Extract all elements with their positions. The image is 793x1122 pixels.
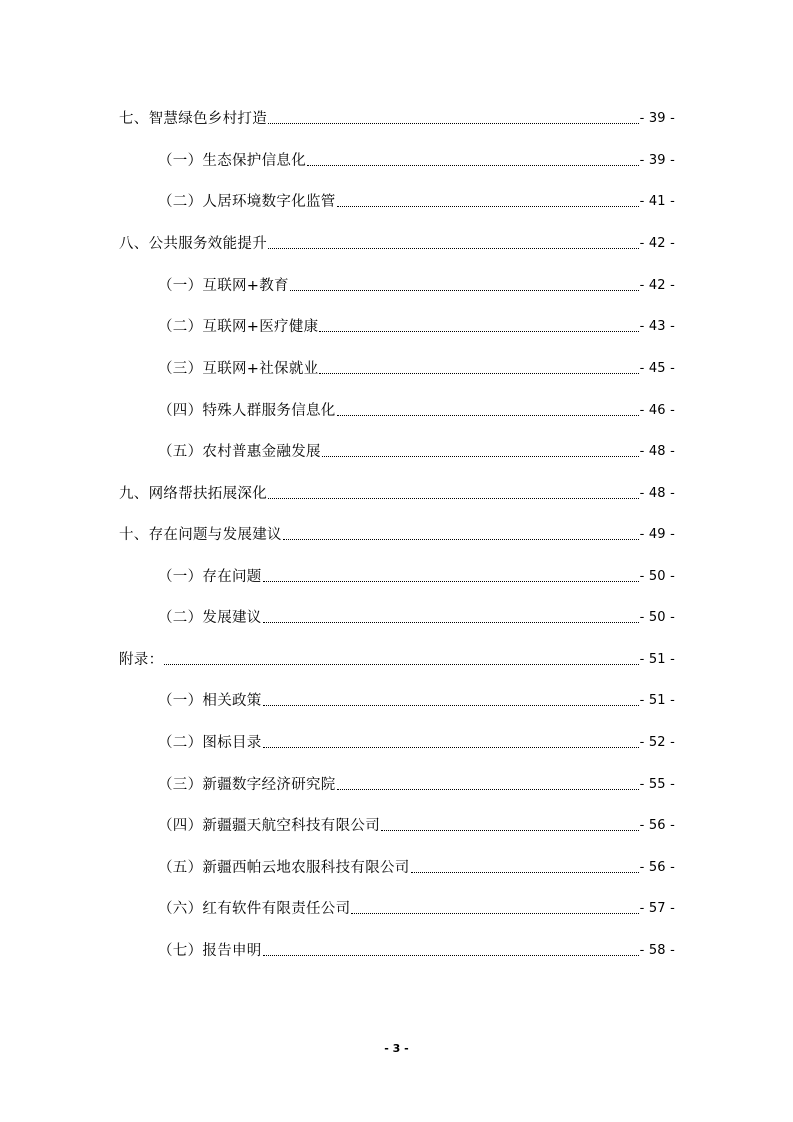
toc-entry[interactable]	[119, 647, 675, 669]
toc-entry[interactable]	[158, 356, 675, 378]
toc-entry-title: 七、智慧绿色乡村打造	[119, 111, 267, 127]
toc-entry[interactable]	[119, 481, 675, 503]
toc-dot-leader	[263, 622, 639, 623]
toc-entry[interactable]	[158, 938, 675, 960]
toc-dot-leader	[307, 165, 639, 166]
toc-entry-title: （一）互联网+教育	[158, 278, 289, 294]
toc-entry-page: - 57 -	[639, 901, 675, 916]
toc-entry[interactable]	[158, 772, 675, 794]
toc-dot-leader	[319, 373, 638, 374]
toc-entry-title: 九、网络帮扶拓展深化	[119, 486, 267, 502]
toc-entry[interactable]	[158, 189, 675, 211]
toc-entry-title: （五）农村普惠金融发展	[158, 444, 321, 460]
toc-entry-page: - 52 -	[639, 735, 675, 750]
toc-entry-title: （六）红有软件有限责任公司	[158, 901, 351, 917]
toc-entry[interactable]	[119, 522, 675, 544]
toc-entry-title: （二）图标目录	[158, 735, 262, 751]
toc-entry-page: - 49 -	[639, 527, 675, 542]
toc-dot-leader	[263, 705, 639, 706]
toc-entry-page: - 45 -	[639, 361, 675, 376]
toc-entry-page: - 56 -	[639, 860, 675, 875]
toc-entry[interactable]	[158, 439, 675, 461]
toc-entry[interactable]	[158, 688, 675, 710]
page-number: - 3 -	[384, 1042, 409, 1055]
toc-entry[interactable]	[158, 855, 675, 877]
toc-dot-leader	[319, 331, 638, 332]
toc-dot-leader	[268, 123, 639, 124]
toc-entry-page: - 46 -	[639, 403, 675, 418]
toc-entry-title: 八、公共服务效能提升	[119, 236, 267, 252]
toc-dot-leader	[268, 248, 639, 249]
toc-entry-title: 十、存在问题与发展建议	[119, 527, 282, 543]
toc-dot-leader	[337, 415, 639, 416]
toc-entry-page: - 56 -	[639, 818, 675, 833]
toc-entry-page: - 39 -	[639, 111, 675, 126]
toc-dot-leader	[290, 290, 639, 291]
toc-entry-page: - 55 -	[639, 777, 675, 792]
toc-entry-page: - 43 -	[639, 319, 675, 334]
toc-dot-leader	[381, 830, 639, 831]
toc-dot-leader	[263, 955, 639, 956]
toc-entry-title: （一）存在问题	[158, 569, 262, 585]
toc-entry-page: - 50 -	[639, 610, 675, 625]
toc-entry-page: - 48 -	[639, 486, 675, 501]
toc-entry[interactable]	[158, 273, 675, 295]
toc-entry-title: （三）互联网+社保就业	[158, 361, 319, 377]
toc-entry[interactable]	[119, 231, 675, 253]
toc-entry[interactable]	[158, 398, 675, 420]
toc-dot-leader	[268, 498, 639, 499]
toc-entry-page: - 50 -	[639, 569, 675, 584]
toc-entry-title: （四）特殊人群服务信息化	[158, 403, 336, 419]
toc-entry-title: （二）发展建议	[158, 610, 262, 626]
toc-dot-leader	[164, 664, 638, 665]
toc-entry[interactable]	[158, 564, 675, 586]
toc-entry-page: - 48 -	[639, 444, 675, 459]
toc-entry[interactable]	[158, 730, 675, 752]
toc-entry-title: （一）相关政策	[158, 693, 262, 709]
toc-entry-title: （五）新疆西帕云地农服科技有限公司	[158, 860, 410, 876]
toc-dot-leader	[322, 456, 639, 457]
toc-entry-title: （四）新疆疆天航空科技有限公司	[158, 818, 380, 834]
toc-dot-leader	[411, 872, 639, 873]
toc-entry-page: - 42 -	[639, 278, 675, 293]
toc-dot-leader	[337, 206, 639, 207]
toc-entry-title: 附录：	[119, 652, 164, 668]
toc-entry-page: - 41 -	[639, 194, 675, 209]
toc-dot-leader	[263, 747, 639, 748]
toc-entry-page: - 42 -	[639, 236, 675, 251]
toc-entry-title: （三）新疆数字经济研究院	[158, 777, 336, 793]
toc-entry[interactable]	[158, 148, 675, 170]
toc-entry[interactable]	[158, 896, 675, 918]
toc-entry-title: （一）生态保护信息化	[158, 153, 306, 169]
toc-entry-title: （二）互联网+医疗健康	[158, 319, 319, 335]
toc-dot-leader	[263, 581, 639, 582]
toc-entry-page: - 58 -	[639, 943, 675, 958]
toc-dot-leader	[337, 789, 639, 790]
toc-entry-title: （七）报告申明	[158, 943, 262, 959]
toc-entry[interactable]	[158, 813, 675, 835]
toc-entry-page: - 51 -	[639, 693, 675, 708]
toc-entry-page: - 51 -	[639, 652, 675, 667]
toc-dot-leader	[283, 539, 639, 540]
toc-dot-leader	[351, 913, 638, 914]
toc-entry[interactable]	[158, 314, 675, 336]
toc-entry-page: - 39 -	[639, 153, 675, 168]
toc-entry-title: （二）人居环境数字化监管	[158, 194, 336, 210]
toc-entry[interactable]	[158, 605, 675, 627]
toc-entry[interactable]	[119, 106, 675, 128]
